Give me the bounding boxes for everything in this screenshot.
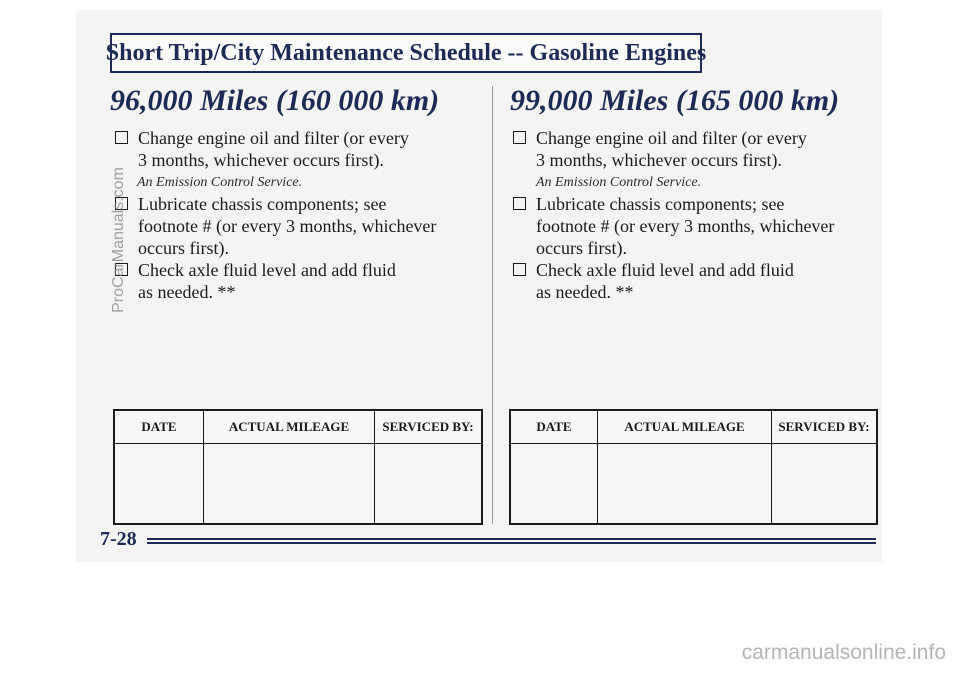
table-header-serviced-by: SERVICED BY: <box>772 410 878 444</box>
left-checklist-item-lubricate: Lubricate chassis components; see footnote # (or every 3 months, whichever occurs first). <box>115 193 475 259</box>
section-header <box>105 33 707 73</box>
left-service-record-table <box>113 409 483 525</box>
footer-rule <box>147 538 876 544</box>
right-emission-note: An Emission Control Service. <box>536 175 702 190</box>
column-divider <box>492 86 493 524</box>
left-mileage-heading: 96,000 Miles (160 000 km) <box>110 84 440 117</box>
table-cell-date <box>114 444 204 525</box>
right-checklist-item-oil: Change engine oil and filter (or every 3 months, whichever occurs first). <box>513 127 873 171</box>
table-header-date: DATE <box>114 410 204 444</box>
section-title: Short Trip/City Maintenance Schedule -- Gasoline Engines <box>105 39 707 66</box>
left-checklist-item-oil: Change engine oil and filter (or every 3 months, whichever occurs first). <box>115 127 475 171</box>
side-watermark: ProCarManuals.com <box>110 167 127 313</box>
page-number: 7-28 <box>100 528 137 550</box>
left-emission-note: An Emission Control Service. <box>137 175 303 190</box>
table-header-date: DATE <box>510 410 598 444</box>
left-checklist-item-axle: Check axle fluid level and add fluid as needed. ** <box>115 259 475 303</box>
bottom-watermark: carmanualsonline.info <box>741 641 946 664</box>
checkbox-icon <box>115 131 128 144</box>
checkbox-icon <box>513 197 526 210</box>
table-cell-serviced-by <box>772 444 878 525</box>
table-header-mileage: ACTUAL MILEAGE <box>598 410 772 444</box>
right-service-record-table <box>509 409 878 525</box>
table-header-mileage: ACTUAL MILEAGE <box>204 410 375 444</box>
table-cell-date <box>510 444 598 525</box>
checkbox-icon <box>513 131 526 144</box>
table-cell-mileage <box>204 444 375 525</box>
table-cell-mileage <box>598 444 772 525</box>
checkbox-icon <box>513 263 526 276</box>
table-cell-serviced-by <box>375 444 483 525</box>
right-checklist-item-lubricate: Lubricate chassis components; see footnote # (or every 3 months, whichever occurs first). <box>513 193 873 259</box>
right-mileage-heading: 99,000 Miles (165 000 km) <box>510 84 840 117</box>
right-checklist-item-axle: Check axle fluid level and add fluid as needed. ** <box>513 259 873 303</box>
table-header-serviced-by: SERVICED BY: <box>375 410 483 444</box>
